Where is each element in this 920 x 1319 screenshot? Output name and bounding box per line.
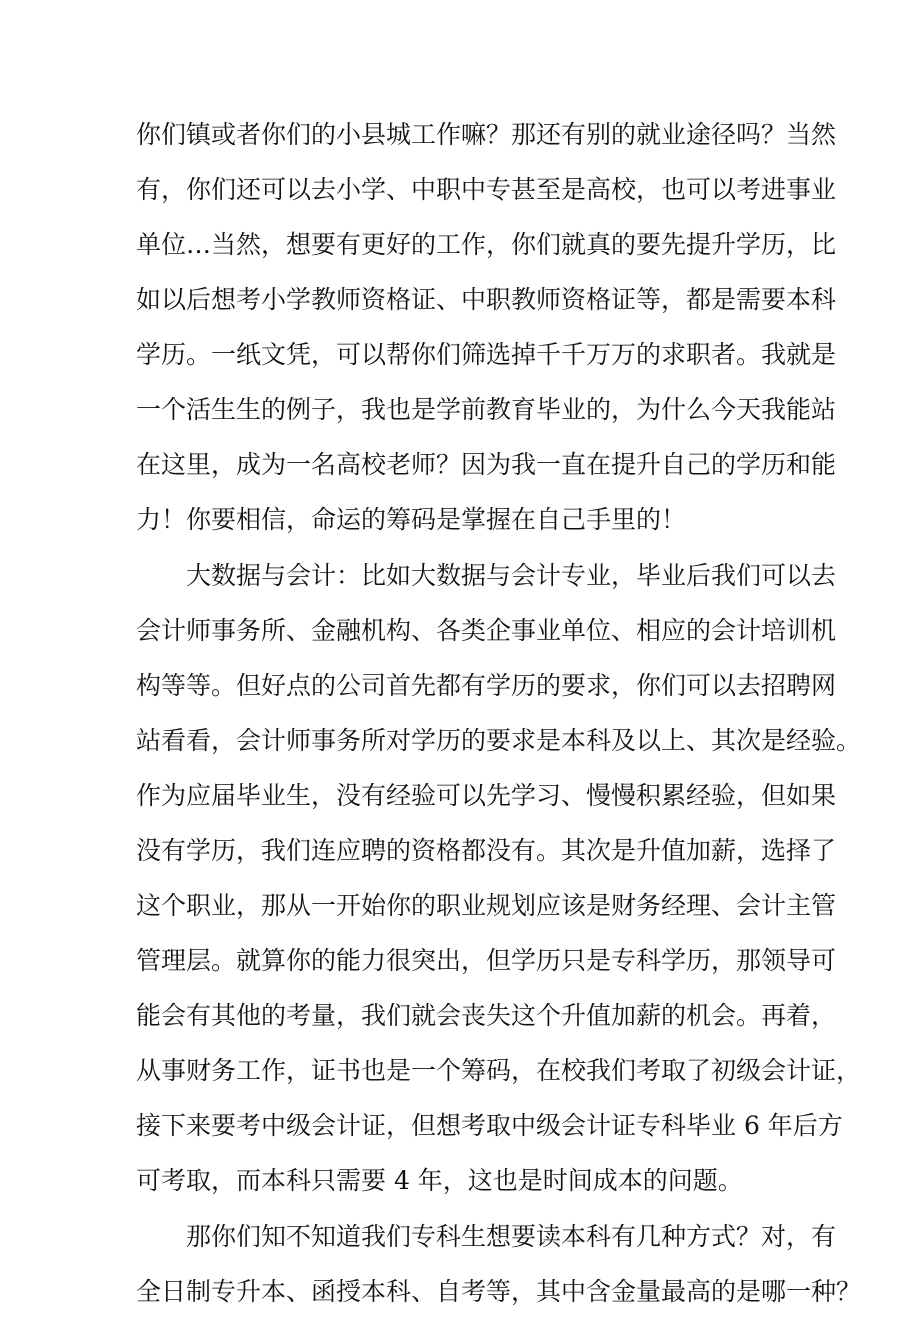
text-line: 如以后想考小学教师资格证、中职教师资格证等，都是需要本科 <box>136 285 837 314</box>
text-line: 那你们知不知道我们专科生想要读本科有几种方式？对，有 <box>186 1222 837 1251</box>
text-line: 能会有其他的考量，我们就会丧失这个升值加薪的机会。再着， <box>136 1001 837 1030</box>
text-line: 会计师事务所、金融机构、各类企事业单位、相应的会计培训机 <box>136 616 837 645</box>
text-line: 作为应届毕业生，没有经验可以先学习、慢慢积累经验，但如果 <box>136 781 837 810</box>
text-line: 力！你要相信，命运的筹码是掌握在自己手里的！ <box>136 505 687 534</box>
paragraph-2 <box>136 548 862 1208</box>
text-line: 在这里，成为一名高校老师？因为我一直在提升自己的学历和能 <box>136 450 837 479</box>
text-line: 全日制专升本、函授本科、自考等，其中含金量最高的是哪一种？ <box>136 1277 862 1306</box>
text-line: 这个职业，那从一开始你的职业规划应该是财务经理、会计主管 <box>136 891 837 920</box>
paragraph-3 <box>136 1209 862 1319</box>
text-line: 大数据与会计：比如大数据与会计专业，毕业后我们可以去 <box>186 561 837 590</box>
text-line: 你们镇或者你们的小县城工作嘛？那还有别的就业途径吗？当然 <box>136 120 837 149</box>
text-line: 没有学历，我们连应聘的资格都没有。其次是升值加薪，选择了 <box>136 836 837 865</box>
document-body <box>136 107 862 1319</box>
text-line: 站看看，会计师事务所对学历的要求是本科及以上、其次是经验。 <box>136 726 862 755</box>
text-line: 学历。一纸文凭，可以帮你们筛选掉千千万万的求职者。我就是 <box>136 340 837 369</box>
text-line: 可考取，而本科只需要 4 年，这也是时间成本的问题。 <box>136 1166 743 1195</box>
text-line: 接下来要考中级会计证，但想考取中级会计证专科毕业 6 年后方 <box>136 1111 843 1140</box>
paragraph-1 <box>136 107 837 547</box>
text-line: 有，你们还可以去小学、中职中专甚至是高校，也可以考进事业 <box>136 175 837 204</box>
text-line: 从事财务工作，证书也是一个筹码，在校我们考取了初级会计证， <box>136 1056 862 1085</box>
text-line: 构等等。但好点的公司首先都有学历的要求，你们可以去招聘网 <box>136 671 837 700</box>
text-line: 单位…当然，想要有更好的工作，你们就真的要先提升学历，比 <box>136 230 837 259</box>
text-line: 一个活生生的例子，我也是学前教育毕业的，为什么今天我能站 <box>136 395 837 424</box>
text-line: 管理层。就算你的能力很突出，但学历只是专科学历，那领导可 <box>136 946 837 975</box>
